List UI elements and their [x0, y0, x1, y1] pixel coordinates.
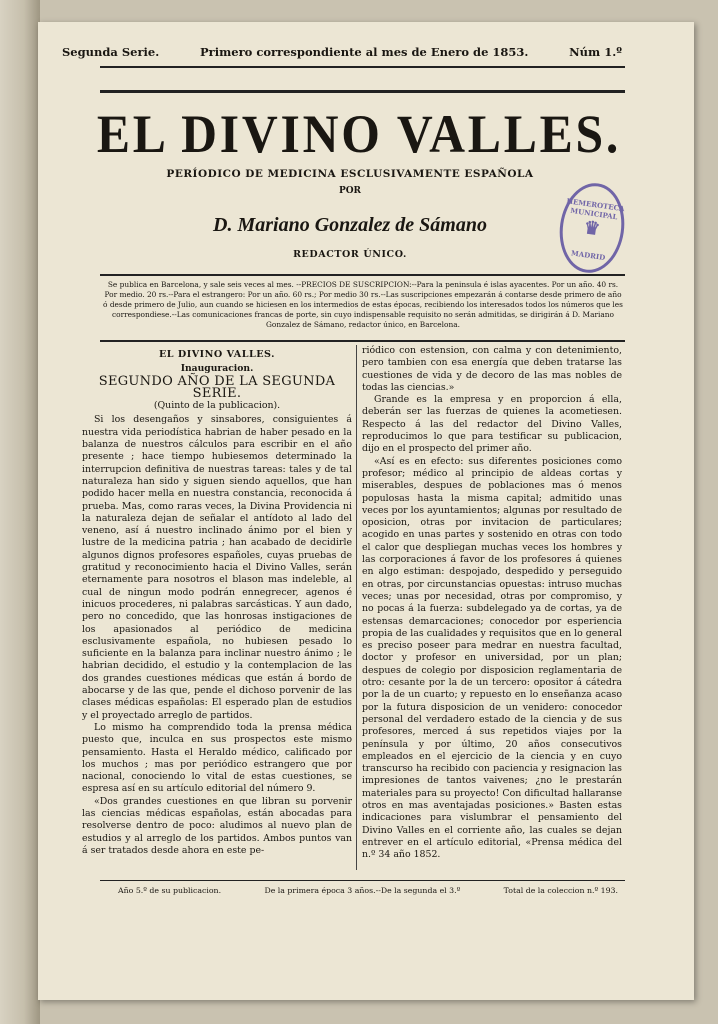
footer-year: Año 5.º de su publicacion. — [118, 886, 222, 895]
left-column — [82, 345, 352, 857]
article-paragraph: «Dos grandes cuestiones en que libran su porvenir las ciencias médicas españolas, están abocadas para resolverse dentro de poco: aludimos al nuevo plan de estudios y al arreglo de los partidos. Ambos puntos van á ser tratados desde ahora en este pe- — [82, 795, 352, 856]
article-paragraph: «Así es en efecto: sus diferentes posiciones como profesor; médico al principio de aldeas cortas y miserables, despues de poblaciones mas ó menos populosas hasta la misma capital; admitido unas veces por los ayuntamientos; algunas por resultado de oposicion, otras por invitacion de particulares; acogido en unas partes y sostenido en otras con todo el calor que despliegan muchas veces los hombres y las corporaciones á favor de los profesores á quienes en algo estiman: despojado, despedido y perseguido en otras, por circunstancias opuestas: intruso muchas veces; unas por necesidad, otras por compromiso, y no pocas á la fuerza: subdelegado ya de cortas, ya de estensas demarcaciones; conocedor por esperiencia propia de las cualidades y requisitos que en lo general es preciso poseer para medrar en nuestra facultad, doctor y profesor en universidad, por un plan; despues de colegio por disposicion reglamentaria de otro: cesante por la de un tercero: opositor á cátedra por la de un cuarto; y repuesto en lo enseñanza acaso por la futura disposicion de un venidero: conocedor personal del verdadero estado de la ciencia y de sus profesores, merced á sus repetidos viajes por la península y por último, 20 años consecutivos empleados en el ejercicio de la ciencia y en cuyo transcurso ha recibido con paciencia y resignacion las impresiones de tantos vaivenes; ¿no le prestarán materiales para su proyecto! Con dificultad hallaranse otros en mas aventajadas posiciones.» Basten estas indicaciones para vislumbrar el pensamiento del Divino Valles en el corriente año, las cuales se dejan entrever en el artículo editorial, «Prensa médica del n.º 34 año 1852. — [362, 455, 622, 861]
section-title: EL DIVINO VALLES. — [159, 349, 275, 360]
masthead-por: POR — [338, 186, 362, 196]
footer-total: Total de la coleccion n.º 193. — [503, 886, 618, 895]
article-paragraph: riódico con estension, con calma y con detenimiento, pero tambien con esa energía que deben tratarse las cuestiones de vida y de decoro de las mas nobles de todas las ciencias.» — [362, 345, 622, 393]
article-paragraph: Grande es la empresa y en proporcion á ella, deberán ser las fuerzas de quienes la acometiesen. Respecto á las del redactor del Divino Valles, reproducimos lo que para testificar su publicacion, dijo en el prospecto del primer año. — [362, 394, 622, 455]
footer-rule — [100, 880, 625, 881]
stamp-text-top: HEMEROTECA MUNICIPAL — [565, 196, 626, 222]
stamp-text-bottom: MADRID — [570, 248, 606, 263]
article-paragraph: Si los desengaños y sinsabores, consiguientes á nuestra vida periodística habrian de haber pesado en la balanza de nuestros cálculos para escribir en el año presente ; hace tiempo hubiesemos determinado la interrupcion definitiva de nuestras tareas: tales y de tal naturaleza han sido y siguen siendo aquellos, que han podido hacer mella en nuestra constancia, reconocida á prueba. Mas, como raras veces, la Divina Providencia ni la naturaleza dejan de señalar el antídoto al lado del veneno, así á nuestro inclinado ánimo por el bien y lustre de la medicina patria ; han acabado de decidirle algunos dignos profesores españoles, cuyas pruebas de gratitud y reconocimiento hacia el Divino Valles, serán eternamente para nosotros el blason mas indeleble, al cual de ningun modo podrán ennegrecer, agenos é inicuos procederes, ni palabras sarcásticas. Y aun dado, pero no concedido, que las honrosas instigaciones de los apasionados al periódico de medicina esclusivamente española, no hubiesen pesado lo suficiente en la balanza para inclinar nuestro ánimo ; le habrian decidido, el estudio y la contemplacion de las dos grandes cuestiones médicas que están á bordo de abocarse y de las que, pende el dichoso porvenir de las clases médicas españolas: El esperado plan de estudios y el proyectado arreglo de partidos. — [82, 414, 352, 721]
right-column — [362, 345, 622, 861]
subscription-notice: Se publica en Barcelona, y sale seis veces al mes. --PRECIOS DE SUSCRIPCION:--Para la peninsula é islas ayacentes. Por un año. 40 rs. Por medio. 20 rs.--Para el estrangero: Por un año. 60 rs.; Por medio 30 rs.--Las suscripciones empezarán á contarse desde primero de año ó desde primero de Julio, aun cuando se hiciesen en los intermedios de estas épocas, recibiendo los interesados todos los números que les correspondiese.--Las comunicaciones francas de porte, sin cuyo indispensable requisito no serán admitidas, se dirigirán á D. Mariano Gonzalez de Sámano, redactor único, en Barcelona. — [103, 280, 623, 329]
column-divider — [356, 345, 357, 870]
notice-rule-bottom — [100, 340, 625, 342]
masthead-author: D. Mariano Gonzalez de Sámano — [213, 214, 487, 236]
article-kicker: Inauguracion. — [180, 363, 254, 375]
series-label: Segunda Serie. — [62, 45, 160, 59]
issue-header — [62, 45, 622, 59]
issue-number: Núm 1.º — [569, 45, 622, 59]
article-headline: SEGUNDO AÑO DE LA SEGUNDA SERIE. — [98, 373, 336, 401]
issue-date: Primero correspondiente al mes de Enero de 1853. — [200, 45, 529, 59]
article-paragraph: Lo mismo ha comprendido toda la prensa médica puesto que, inculca en sus prospectos este mismo pensamiento. Hasta el Heraldo médico, calificado por los muchos ; mas por periódico estrangero que por nacional, conociendo lo vital de estas cuestiones, se espresa así en su artículo editorial del número 9. — [82, 721, 352, 795]
article-subhead: (Quinto de la publicacion). — [153, 400, 281, 412]
notice-rule-top — [100, 274, 625, 276]
crown-icon: ♛ — [582, 216, 602, 241]
header-rule-top — [100, 66, 625, 68]
masthead-subtitle: PERÍODICO DE MEDICINA ESCLUSIVAMENTE ESPAÑOLA — [166, 168, 534, 180]
header-rule-bottom — [100, 90, 625, 93]
masthead-role: REDACTOR ÚNICO. — [293, 249, 407, 260]
masthead-title: EL DIVINO VALLES. — [96, 104, 622, 164]
footer-epoch: De la primera época 3 años.--De la segunda el 3.º — [264, 886, 461, 895]
page-footer — [118, 886, 618, 895]
